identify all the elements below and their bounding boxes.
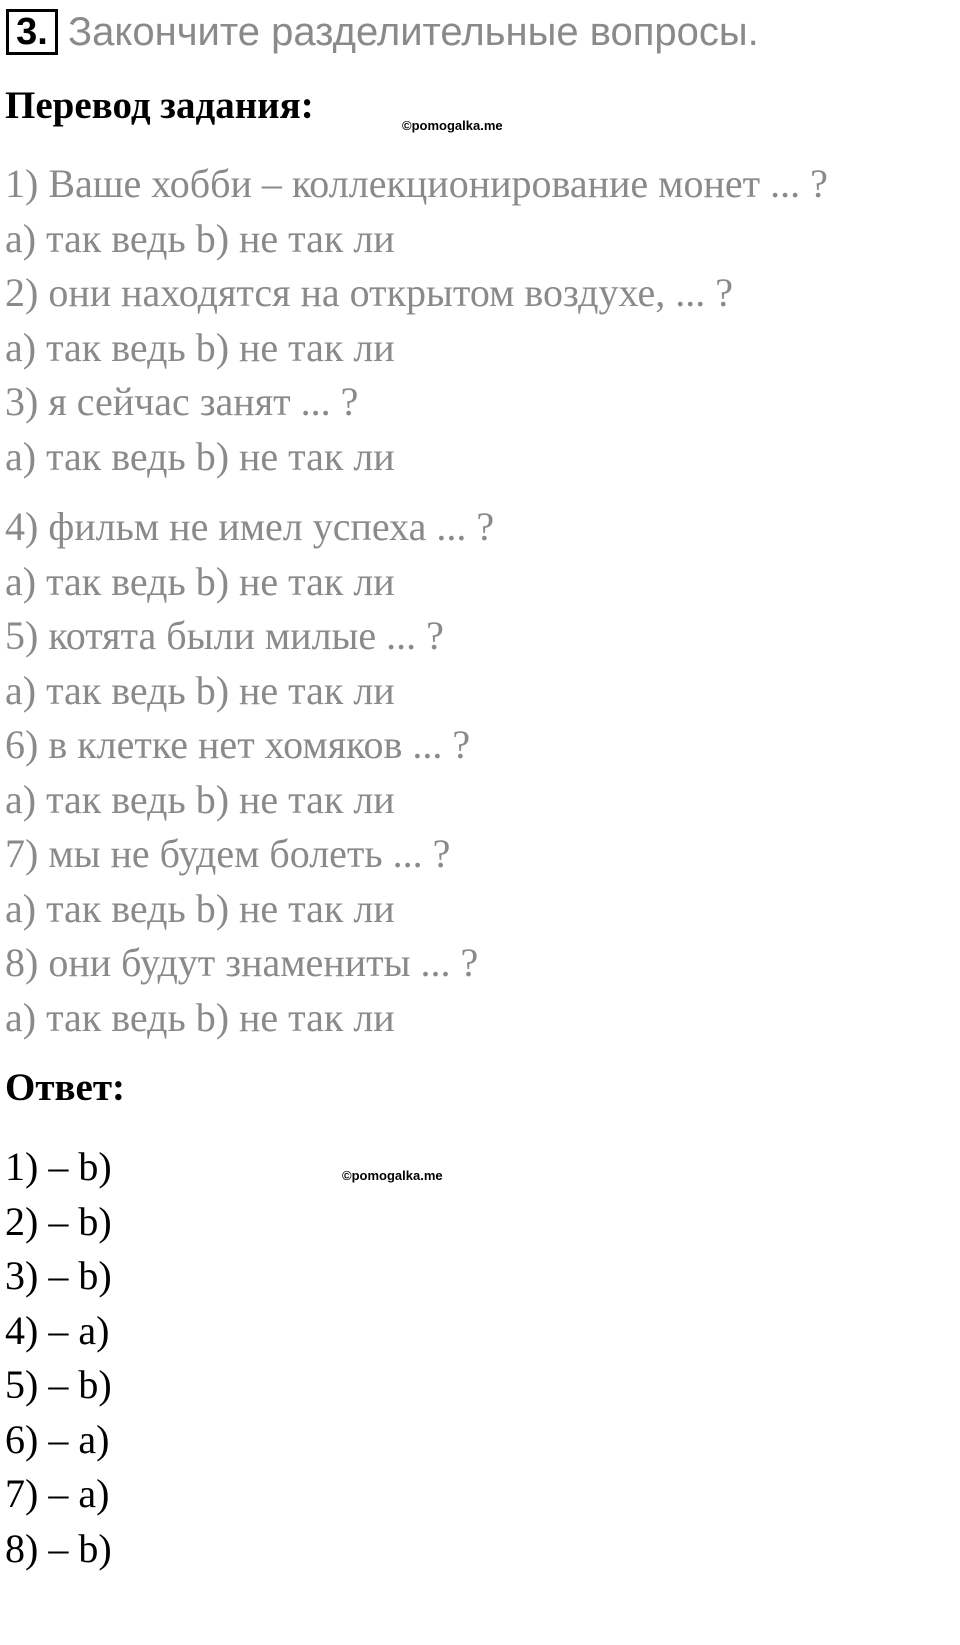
options-4: a) так ведь b) не так ли <box>5 558 395 604</box>
options-3: a) так ведь b) не так ли <box>5 433 395 479</box>
answer-2: 2) – b) <box>5 1198 112 1244</box>
options-8: a) так ведь b) не так ли <box>5 994 395 1040</box>
answer-7: 7) – a) <box>5 1471 110 1516</box>
answer-6: 6) – a) <box>5 1416 110 1462</box>
options-2: a) так ведь b) не так ли <box>5 324 395 370</box>
question-3: 3) я сейчас занят ... ? <box>5 379 359 424</box>
options-1: a) так ведь b) не так ли <box>5 215 395 261</box>
question-8: 8) они будут знамениты ... ? <box>5 940 479 985</box>
watermark-top: ©pomogalka.me <box>402 118 503 133</box>
question-7: 7) мы не будем болеть ... ? <box>5 831 451 876</box>
questions-list <box>5 157 955 1045</box>
question-1: 1) Ваше хобби – коллекционирование монет ... ? <box>5 161 828 206</box>
task-title: Закончите разделительные вопросы. <box>68 9 759 54</box>
options-6: a) так ведь b) не так ли <box>5 776 395 822</box>
options-7: a) так ведь b) не так ли <box>5 885 395 931</box>
task-header <box>6 8 759 56</box>
answer-5: 5) – b) <box>5 1362 112 1407</box>
question-6: 6) в клетке нет хомяков ... ? <box>5 722 471 767</box>
answer-heading: Ответ: <box>5 1066 126 1109</box>
task-number-box: 3. <box>6 9 58 55</box>
answer-3: 3) – b) <box>5 1253 112 1298</box>
options-5: a) так ведь b) не так ли <box>5 667 395 713</box>
answer-1: 1) – b) <box>5 1144 112 1189</box>
answer-4: 4) – a) <box>5 1307 110 1353</box>
question-2: 2) они находятся на открытом воздухе, ... ? <box>5 270 733 315</box>
translation-heading: Перевод задания: <box>5 84 314 127</box>
answers-list <box>5 1140 405 1576</box>
question-4: 4) фильм не имел успеха ... ? <box>5 504 495 549</box>
answer-8: 8) – b) <box>5 1525 112 1571</box>
watermark-bottom: ©pomogalka.me <box>342 1168 443 1183</box>
question-5: 5) котята были милые ... ? <box>5 613 444 658</box>
